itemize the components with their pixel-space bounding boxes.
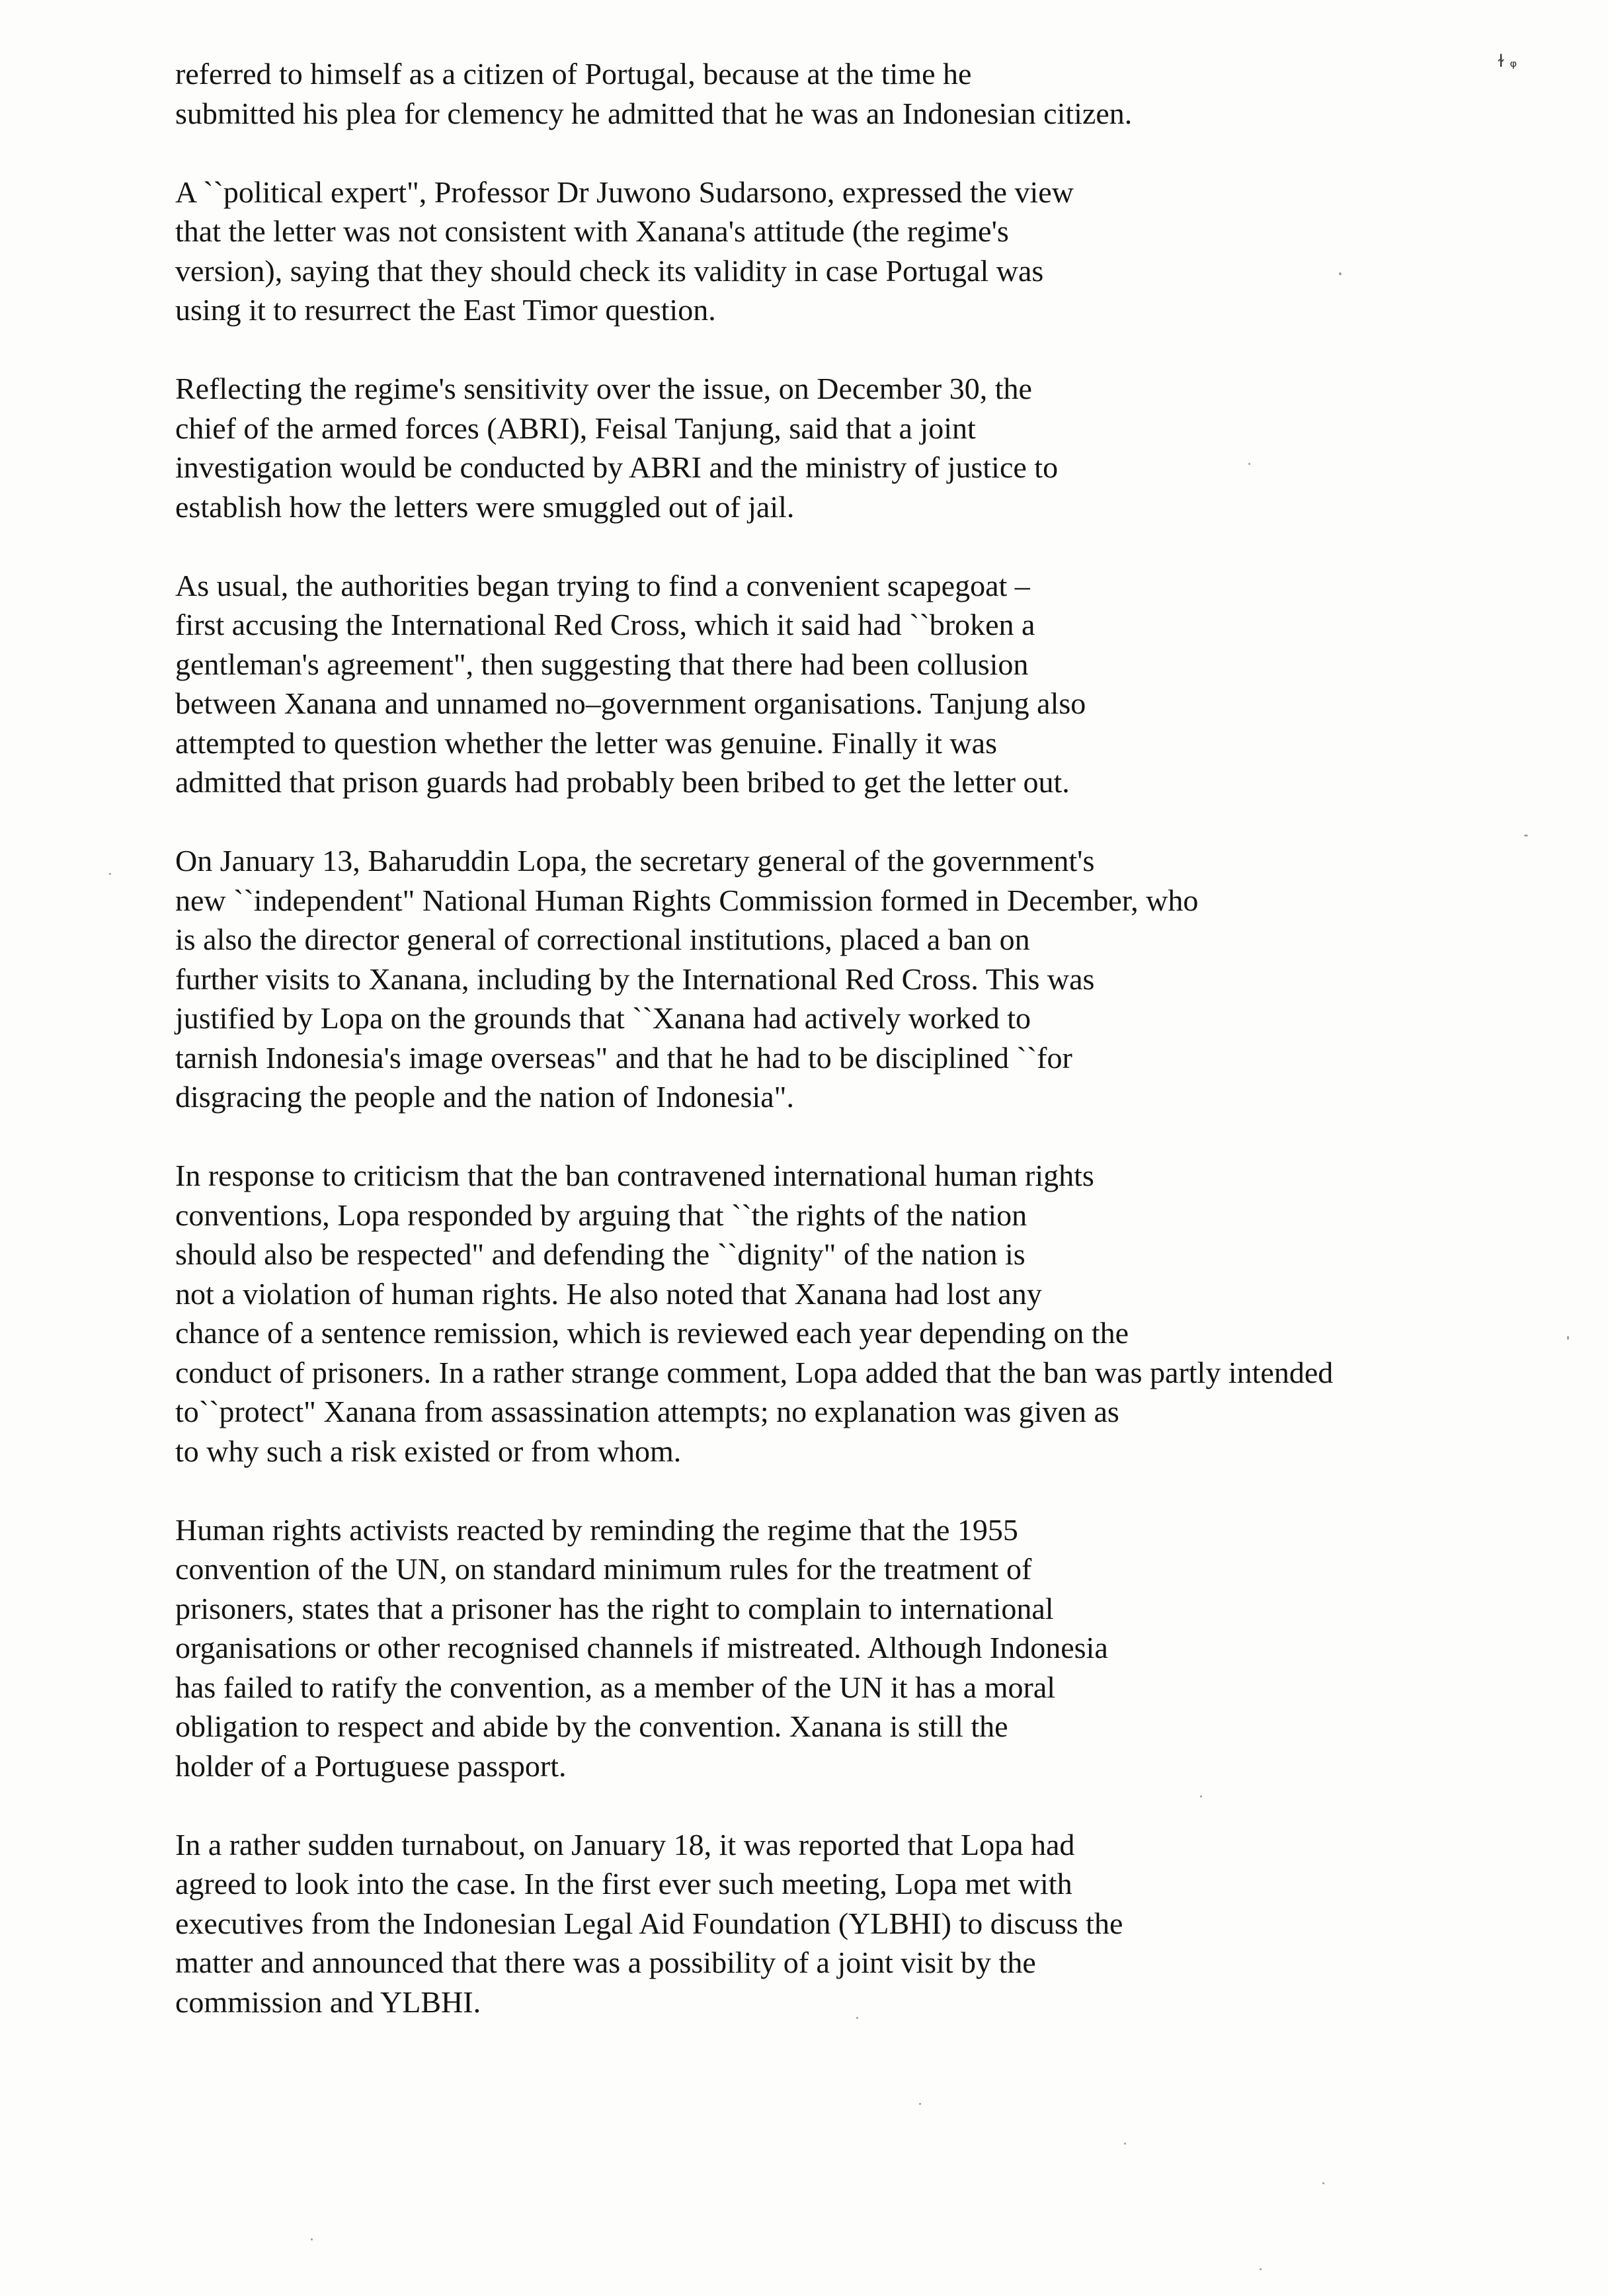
text-line: chance of a sentence remission, which is reviewed each year depending on the [175,1316,1129,1350]
text-line: chief of the armed forces (ABRI), Feisal Tanjung, said that a joint [175,411,976,445]
scan-speck [1339,272,1342,275]
text-line: between Xanana and unnamed no–government organisations. Tanjung also [175,686,1086,720]
text-line: tarnish Indonesia's image overseas" and that he had to be disciplined ``for [175,1040,1072,1075]
text-line: holder of a Portuguese passport. [175,1748,567,1783]
scan-speck [1124,2143,1126,2145]
scan-speck [1322,2182,1324,2184]
document-body [175,54,1537,2061]
text-line: convention of the UN, on standard minimum rules for the treatment of [175,1552,1032,1586]
text-line: first accusing the International Red Cross, which it said had ``broken a [175,608,1035,641]
paragraph-1 [175,54,1537,133]
text-line: In response to criticism that the ban contravened international human rights [175,1159,1094,1192]
scan-speck [919,2103,921,2105]
text-line: conduct of prisoners. In a rather strange comment, Lopa added that the ban was partly intended [175,1355,1334,1389]
paragraph-8 [175,1825,1537,2022]
scan-speck [1248,463,1250,465]
text-line: to``protect" Xanana from assassination attempts; no explanation was given as [175,1395,1119,1428]
text-line: is also the director general of correctional institutions, placed a ban on [175,922,1030,956]
text-line: Reflecting the regime's sensitivity over the issue, on December 30, the [175,372,1032,405]
text-line: gentleman's agreement", then suggesting that there had been collusion [175,647,1029,681]
text-line: further visits to Xanana, including by the International Red Cross. This was [175,962,1095,996]
text-line: referred to himself as a citizen of Portugal, because at the time he [175,57,972,91]
scan-speck [856,2017,858,2019]
text-line: attempted to question whether the letter was genuine. Finally it was [175,725,997,760]
text-line: conventions, Lopa responded by arguing that ``the rights of the nation [175,1198,1027,1232]
text-line: admitted that prison guards had probably been bribed to get the letter out. [175,765,1070,799]
scan-speck [1200,1795,1202,1797]
scan-speck [1524,835,1528,837]
text-line: obligation to respect and abide by the convention. Xanana is still the [175,1709,1008,1743]
page-corner-mark: ɫ ᵩ [1498,52,1517,71]
text-line: that the letter was not consistent with Xanana's attitude (the regime's [175,214,1009,248]
paragraph-3 [175,369,1537,526]
text-line: to why such a risk existed or from whom. [175,1434,682,1468]
text-line: establish how the letters were smuggled out of jail. [175,489,795,524]
scan-speck [1260,2268,1262,2270]
paragraph-7 [175,1510,1537,1786]
text-line: In a rather sudden turnabout, on January 18, it was reported that Lopa had [175,1827,1075,1862]
text-line: not a violation of human rights. He also noted that Xanana had lost any [175,1276,1042,1311]
paragraph-5 [175,841,1537,1117]
scan-speck [311,2238,313,2240]
text-line: version), saying that they should check its validity in case Portugal was [175,253,1044,288]
text-line: justified by Lopa on the grounds that ``Xanana had actively worked to [175,1001,1031,1035]
text-line: organisations or other recognised channels if mistreated. Although Indonesia [175,1631,1108,1664]
text-line: On January 13, Baharuddin Lopa, the secretary general of the government's [175,844,1095,878]
text-line: should also be respected" and defending the ``dignity" of the nation is [175,1237,1025,1271]
scan-speck [1567,1336,1569,1340]
text-line: agreed to look into the case. In the first ever such meeting, Lopa met with [175,1867,1072,1901]
text-line: commission and YLBHI. [175,1985,481,2019]
text-line: submitted his plea for clemency he admitted that he was an Indonesian citizen. [175,96,1133,130]
paragraph-4 [175,566,1537,802]
text-line: executives from the Indonesian Legal Aid Foundation (YLBHI) to discuss the [175,1906,1123,1940]
text-line: A ``political expert", Professor Dr Juwono Sudarsono, expressed the view [175,175,1074,209]
text-line: investigation would be conducted by ABRI and the ministry of justice to [175,450,1059,484]
text-line: prisoners, states that a prisoner has the right to complain to international [175,1591,1054,1625]
text-line: matter and announced that there was a possibility of a joint visit by the [175,1946,1036,1979]
text-line: using it to resurrect the East Timor question. [175,293,716,327]
paragraph-6 [175,1156,1537,1471]
text-line: As usual, the authorities began trying to find a convenient scapegoat – [175,568,1030,602]
paragraph-2 [175,173,1537,330]
scan-speck [109,873,111,875]
text-line: new ``independent" National Human Rights Commission formed in December, who [175,883,1199,917]
text-line: Human rights activists reacted by reminding the regime that the 1955 [175,1512,1018,1547]
text-line: has failed to ratify the convention, as a member of the UN it has a moral [175,1670,1056,1704]
text-line: disgracing the people and the nation of Indonesia". [175,1080,794,1114]
